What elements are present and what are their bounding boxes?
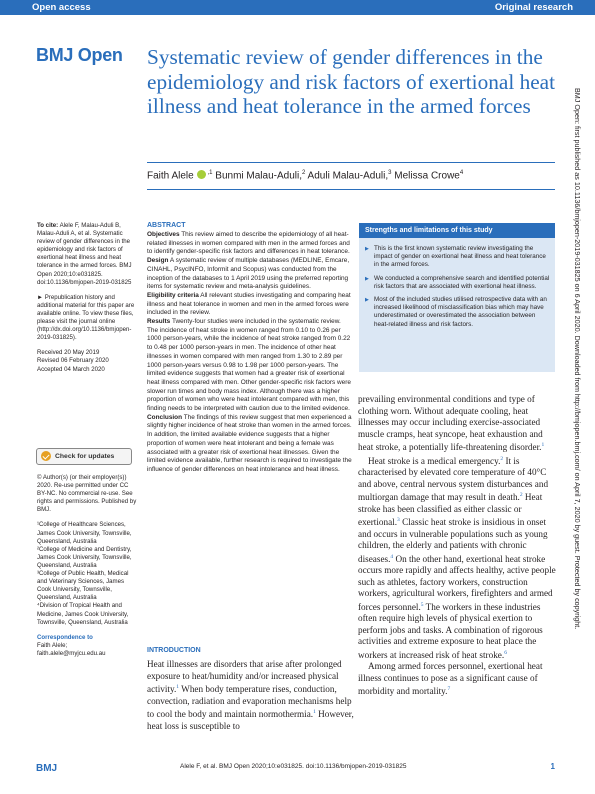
reference-link[interactable]: 4: [390, 553, 394, 560]
correspondence-name: Faith Alele;: [37, 641, 68, 649]
article-type-label: Original research: [494, 2, 573, 13]
orcid-icon[interactable]: [197, 170, 206, 179]
design-text: A systematic review of multiple databases (MEDLINE, Emcare, CINAHL, PsycINFO, Informit and Scopus) was conducted from the inception of the databases to 1 April 2019 using the preferred reporting items for systematic review and meta-analysis guidelines.: [147, 257, 350, 291]
footer-citation: Alele F, et al. BMJ Open 2020;10:e031825. doi:10.1136/bmjopen-2019-031825: [180, 763, 407, 770]
sidebar-top: [37, 222, 137, 374]
eligibility-label: Eligibility criteria: [147, 291, 199, 299]
strengths-heading: Strengths and limitations of this study: [359, 223, 555, 238]
affiliation-1: ¹College of Healthcare Sciences, James Cook University, Townsville, Queensland, Australia: [37, 521, 132, 545]
abstract-design: [147, 257, 352, 292]
author-name[interactable]: Bunmi Malau-Aduli,: [212, 170, 302, 182]
reference-link[interactable]: 3: [397, 517, 400, 524]
sentence: On the other hand, exertional heat stroke occurs more rapidly and affects healthy, active people such as athletes, factory workers, construction workers, agricultural workers, firefighters and armed forces personnel.: [358, 553, 556, 612]
reference-link[interactable]: 1: [176, 684, 180, 690]
affiliation-3: ³College of Public Health, Medical and Veterinary Sciences, James Cook University, Townsville, Queensland, Australia: [37, 570, 129, 602]
title-divider: [147, 162, 555, 163]
cite-label: To cite:: [37, 222, 59, 229]
check-updates-label: Check for updates: [55, 453, 115, 460]
page-footer: [0, 760, 595, 784]
affiliation-ref: ,1: [207, 170, 213, 176]
sentence: Heat stroke is a medical emergency.: [368, 455, 501, 466]
check-icon: [41, 451, 51, 461]
affiliation-2: ²College of Medicine and Dentistry, James Cook University, Townsville, Queensland, Australia: [37, 545, 132, 569]
citation-block: [37, 222, 137, 287]
affiliation-4: ⁴Division of Tropical Health and Medicine, James Cook University, Townsville, Queensland, Australia: [37, 602, 129, 626]
results-label: Results: [147, 318, 171, 326]
strengths-list: [365, 245, 551, 334]
revised-date: Revised 06 February 2020: [37, 357, 109, 365]
sentence: prevailing environmental conditions and type of clothing worn. Without adequate cooling, heat illnesses may occur including exercise-associated muscle cramps, heat syncope, heat exhaustion and heat stroke, a potentially life-threatening disorder.: [358, 394, 543, 453]
correspondence-email[interactable]: faith.alele@myjcu.edu.au: [37, 649, 106, 657]
reference-link[interactable]: 1: [541, 442, 545, 448]
top-banner: [0, 0, 595, 15]
paragraph: [358, 661, 556, 698]
results-text: Twenty-four studies were included in the systematic review. The incidence of heat stroke in women ranged from 0.10 to 0.26 per 1000 person-years, while the incidence of heat stroke ranged from 0.22 to 0.48 per 1000 person-years in men. The incidence of other heat illnesses in women compared with men ranged from 1.30 to 2.89 per 1000 person-years versus 0.98 to 1.98 per 1000 person-years. The limited evidence suggests that women had a greater risk of exertional heat illness compared with men. Other gender-specific risk factors were slower run times and body mass index. Although there was a higher proportion of women who were heat intolerant compared with men, this finding needs to be interpreted with caution due to the limited evidence.: [147, 318, 351, 413]
sidebar-bottom: [37, 474, 137, 658]
author-name[interactable]: Aduli Malau-Aduli,: [305, 170, 389, 182]
introduction-text: [147, 659, 355, 732]
body-text-right: [358, 394, 556, 698]
strengths-item: ▶ This is the first known systematic review investigating the impact of gender on exertional heat illness and heat tolerance in the armed forces.: [365, 245, 551, 270]
strengths-limitations-box: [359, 223, 555, 372]
objectives-text: This review aimed to describe the epidemiology of all heat-related illnesses in women compared with men in the armed forces and to identify gender-specific risk factors and differences in heat tolerance.: [147, 231, 350, 256]
abstract-eligibility: [147, 292, 352, 318]
author-name[interactable]: Melissa Crowe: [391, 170, 460, 182]
intro-sentence: However, heat loss is susceptible to: [147, 709, 354, 731]
article-title: Systematic review of gender differences in the epidemiology and risk factors of exertional heat illness and heat tolerance in the armed forces: [147, 45, 556, 118]
strengths-item: ▶ Most of the included studies utilised retrospective data with an increased likelihood of misclassification bias which may have underestimated or overestimated the association between heat-related illness and risk factors.: [365, 296, 551, 329]
author-divider: [147, 189, 555, 190]
reference-link[interactable]: 7: [447, 686, 451, 693]
bmj-footer-logo: BMJ: [36, 763, 58, 774]
conclusion-label: Conclusion: [147, 413, 183, 421]
design-label: Design: [147, 257, 169, 265]
reference-link[interactable]: 2: [519, 492, 523, 499]
reference-link[interactable]: 6: [504, 649, 507, 656]
eligibility-text: All relevant studies investigating and comparing heat illness and heat tolerance in women and men in the armed forces were included in the review.: [147, 291, 351, 317]
intro-sentence: When body temperature rises, conduction, convection, radiation and evaporation mechanisms help to cool the body and maintain normothermia.: [147, 684, 352, 720]
conclusion-text: The findings of this review suggest that men experienced a slightly higher incidence of heat stroke than women in the armed forces. In addition, the limited available evidence suggests that a higher proportion of women were heat intolerant and being a female was associated with a greater risk of exertional heat illnesses. Given the limited evidence available, further research is required to investigate the influence of gender differences on heat intolerance and heat illness.: [147, 413, 352, 473]
reference-link[interactable]: 2: [500, 455, 504, 462]
paragraph: [358, 454, 556, 662]
sentence: Heat stroke has been classified as either classic or exertional.: [358, 492, 543, 528]
sentence: Classic heat stroke is insidious in onset and occurs in vulnerable populations such as young children, the elderly and patients with chronic diseases.: [358, 517, 548, 564]
affiliation-ref: 3: [388, 170, 392, 176]
vertical-download-notice: BMJ Open: first published as 10.1136/bmjopen-2019-031825 on 6 April 2020. Downloaded from http://bmjopen.bmj.com/ on April 7, 2020 by guest. Protected by copyright.: [573, 88, 582, 630]
sentence: The workers in these industries often require high levels of physical exertion to perform jobs and tasks. A combination of rigorous activities and extreme exposure to heat place the workers at increased risk of heat stroke.: [358, 601, 543, 660]
affiliation-ref: 4: [459, 170, 464, 176]
author-name[interactable]: Faith Alele: [147, 170, 194, 182]
received-date: Received 20 May 2019: [37, 349, 100, 357]
sentence: Among armed forces personnel, exertional heat illness continues to pose as a significant cause of morbidity and mortality.: [358, 661, 543, 697]
abstract-objectives: [147, 231, 352, 257]
page-number: 1: [550, 762, 555, 771]
abstract-body: [147, 231, 352, 475]
introduction-heading: INTRODUCTION: [147, 647, 201, 654]
copyright-note: © Author(s) (or their employer(s)) 2020. Re-use permitted under CC BY-NC. No commercial re-use. See rights and permissions. Published by BMJ.: [37, 474, 137, 514]
check-updates-button[interactable]: [36, 448, 132, 465]
accepted-date: Accepted 04 March 2020: [37, 365, 105, 373]
reference-link[interactable]: 1: [313, 709, 316, 716]
paragraph: [358, 394, 556, 454]
abstract-heading: ABSTRACT: [147, 222, 186, 229]
abstract-conclusion: [147, 414, 352, 475]
correspondence-heading: Correspondence to: [37, 633, 93, 641]
journal-logo: BMJ Open: [36, 45, 123, 65]
strengths-item: ▶ We conducted a comprehensive search and identified potential risk factors that are associated with exertional heat illness.: [365, 275, 551, 291]
reference-link[interactable]: 5: [420, 601, 424, 608]
objectives-label: Objectives: [147, 231, 180, 238]
open-access-label: Open access: [32, 2, 91, 13]
intro-sentence: Heat illnesses are disorders that arise after prolonged exposure to heat/humidity and/or increased physical activity.: [147, 659, 342, 695]
affiliation-ref: 2: [301, 170, 306, 176]
prepub-note[interactable]: ► Prepublication history and additional material for this paper are available online. To view these files, please visit the journal online (http://dx.doi.org/10.1136/bmjopen-2019-031825).: [37, 293, 135, 342]
cite-text: Alele F, Malau-Aduli B, Malau-Aduli A, et al. Systematic review of gender differences in the epidemiology and risk factors of exertional heat illness and heat tolerance in the armed forces. BMJ Open 2020;10:e031825. doi:10.1136/bmjopen-2019-031825: [37, 222, 132, 286]
abstract-results: [147, 318, 352, 414]
sentence: It is characterised by elevated core temperature of 40°C and above, central nervous system disturbances and multiorgan damage that may result in death.: [358, 455, 549, 503]
author-list: [147, 170, 567, 181]
